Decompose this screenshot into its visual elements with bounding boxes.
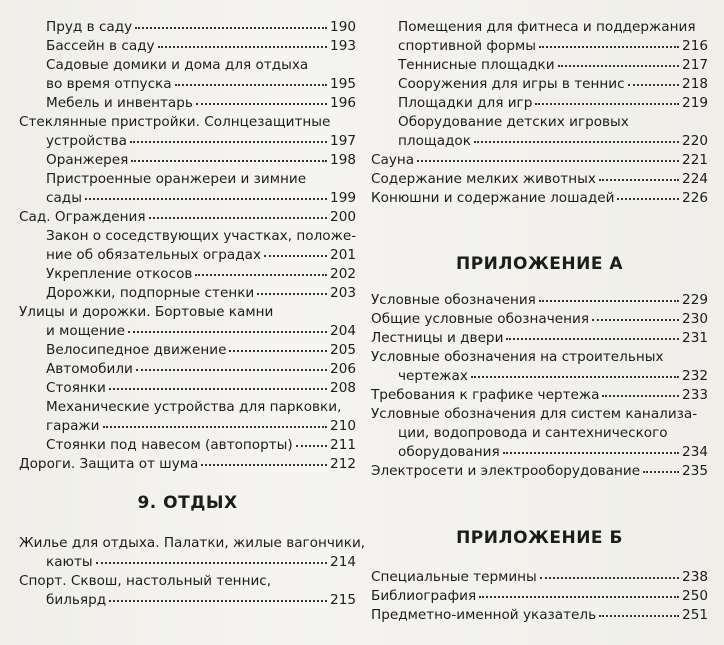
toc-page-number: 232	[682, 368, 708, 384]
toc-entry-title-line: Сад. Ограждения	[19, 209, 146, 225]
dot-leader	[535, 103, 679, 105]
toc-page-number: 231	[682, 330, 708, 346]
toc-page-number: 211	[330, 437, 356, 453]
dot-leader	[506, 338, 679, 340]
toc-entry-title-line: Электросети и электрооборудование	[371, 463, 641, 479]
dot-leader	[135, 27, 327, 29]
dot-leader	[109, 388, 327, 390]
dot-leader	[195, 274, 327, 276]
dot-leader	[602, 395, 679, 397]
toc-entry	[19, 265, 356, 284]
toc-page-number: 195	[330, 76, 356, 92]
dot-leader	[109, 600, 327, 602]
toc-page-number: 230	[682, 311, 708, 327]
toc-page-number: 193	[330, 38, 356, 54]
left-toc-list	[19, 18, 356, 474]
toc-entry-title-line: Условные обозначения на строительных	[371, 349, 664, 365]
toc-entry	[19, 227, 356, 265]
toc-page-number: 235	[682, 463, 708, 479]
toc-entry-title-line: Улицы и дорожки. Бортовые камни	[19, 304, 274, 320]
dot-leader	[617, 198, 679, 200]
toc-entry-title-line: и мощение	[46, 323, 125, 339]
toc-page-number: 215	[330, 592, 356, 608]
toc-entry	[19, 398, 356, 436]
dot-leader	[643, 471, 679, 473]
toc-entry-title-line: площадок	[398, 133, 471, 149]
toc-page-number: 216	[682, 38, 708, 54]
toc-entry-title-line: Пруд в саду	[46, 19, 133, 35]
toc-entry-title-line: Автомобили	[46, 361, 133, 377]
dot-leader	[149, 217, 327, 219]
dot-leader	[628, 84, 679, 86]
toc-page-number: 218	[682, 76, 708, 92]
toc-page-number: 238	[682, 569, 708, 585]
toc-page-number: 250	[682, 588, 708, 604]
toc-entry-title-line: оборудования	[398, 444, 500, 460]
dot-leader	[103, 426, 328, 428]
dot-leader	[196, 103, 327, 105]
toc-page-number: 217	[682, 57, 708, 73]
toc-entry-title-line: Жилье для отдыха. Палатки, жилые вагончики,	[19, 535, 366, 551]
toc-entry	[371, 189, 708, 208]
toc-page-number: 212	[330, 456, 356, 472]
toc-entry	[19, 360, 356, 379]
toc-entry	[19, 113, 356, 151]
toc-entry-title-line: Специальные термины	[371, 569, 537, 585]
section-9-heading: 9. ОТДЫХ	[137, 493, 238, 513]
right-toc-list	[371, 18, 708, 208]
toc-entry	[371, 113, 708, 151]
toc-entry	[19, 208, 356, 227]
toc-entry	[371, 291, 708, 310]
toc-entry	[19, 170, 356, 208]
dot-leader	[296, 445, 327, 447]
toc-entry	[371, 18, 708, 56]
appendix-b-heading: ПРИЛОЖЕНИЕ Б	[456, 528, 623, 548]
dot-leader	[471, 376, 679, 378]
toc-entry	[371, 94, 708, 113]
toc-entry-title-line: Механические устройства для парковки,	[46, 399, 342, 415]
toc-entry-title-line: Мебель и инвентарь	[46, 95, 193, 111]
toc-entry	[19, 37, 356, 56]
toc-page-number: 226	[682, 190, 708, 206]
toc-entry-title-line: Лестницы и двери	[371, 330, 504, 346]
toc-entry	[19, 436, 356, 455]
toc-page-number: 220	[682, 133, 708, 149]
toc-page-number: 199	[330, 190, 356, 206]
toc-page-number: 219	[682, 95, 708, 111]
dot-leader	[592, 319, 679, 321]
toc-entry	[19, 341, 356, 360]
toc-entry-title-line: Оранжерея	[46, 152, 129, 168]
appendix-a-toc-list	[371, 291, 708, 481]
toc-entry-title-line: Конюшни и содержание лошадей	[371, 190, 615, 206]
right-column	[371, 18, 708, 625]
toc-page-number: 205	[330, 342, 356, 358]
toc-entry	[19, 379, 356, 398]
dot-leader	[257, 293, 327, 295]
toc-page-number: 198	[330, 152, 356, 168]
dot-leader	[175, 84, 327, 86]
toc-entry-title-line: Сооружения для игры в теннис	[398, 76, 625, 92]
toc-entry-title-line: Бассейн в саду	[46, 38, 155, 54]
dot-leader	[130, 141, 327, 143]
toc-page-number: 234	[682, 444, 708, 460]
toc-entry	[371, 75, 708, 94]
toc-entry-title-line: Оборудование детских игровых	[398, 114, 629, 130]
toc-page-number: 206	[330, 361, 356, 377]
toc-page-number: 202	[330, 266, 356, 282]
toc-entry	[19, 303, 356, 341]
toc-entry	[19, 56, 356, 94]
toc-entry-title-line: Условные обозначения для систем канализа-	[371, 406, 698, 422]
dot-leader	[503, 452, 679, 454]
toc-entry-title-line: Спорт. Сквош, настольный теннис,	[19, 573, 272, 589]
toc-entry-title-line: Дорожки, подпорные стенки	[46, 285, 255, 301]
toc-entry-title-line: устройства	[46, 133, 127, 149]
toc-page-number: 251	[682, 607, 708, 623]
toc-page-number: 203	[330, 285, 356, 301]
dot-leader	[131, 160, 327, 162]
toc-entry-title-line: сады	[46, 190, 82, 206]
toc-entry-title-line: Велосипедное движение	[46, 342, 227, 358]
dot-leader	[264, 255, 327, 257]
toc-entry-title-line: гаражи	[46, 418, 100, 434]
toc-entry-title-line: Стеклянные пристройки. Солнцезащитные	[19, 114, 331, 130]
toc-entry-title-line: Дороги. Защита от шума	[19, 456, 199, 472]
toc-entry	[19, 284, 356, 303]
toc-entry	[19, 455, 356, 474]
toc-page-number: 190	[330, 19, 356, 35]
toc-entry	[19, 18, 356, 37]
toc-entry-title-line: Помещения для фитнеса и поддержания	[398, 19, 696, 35]
toc-page-number: 208	[330, 380, 356, 396]
dot-leader	[539, 46, 679, 48]
toc-entry	[371, 170, 708, 189]
toc-page-number: 233	[682, 387, 708, 403]
left-column	[19, 18, 366, 610]
toc-entry-title-line: Укрепление откосов	[46, 266, 193, 282]
toc-entry	[371, 386, 708, 405]
toc-page-number: 196	[330, 95, 356, 111]
dot-leader	[599, 179, 679, 181]
dot-leader	[128, 331, 327, 333]
dot-leader	[539, 300, 679, 302]
toc-entry	[371, 310, 708, 329]
toc-entry	[371, 568, 708, 587]
toc-entry	[19, 572, 356, 610]
dot-leader	[417, 160, 679, 162]
toc-entry-title-line: Площадки для игр	[398, 95, 533, 111]
dot-leader	[201, 464, 327, 466]
dot-leader	[479, 596, 679, 598]
toc-entry	[371, 329, 708, 348]
dot-leader	[474, 141, 679, 143]
toc-entry-title-line: Общие условные обозначения	[371, 311, 590, 327]
toc-page-number: 200	[330, 209, 356, 225]
appendix-a-heading: ПРИЛОЖЕНИЕ А	[455, 254, 624, 274]
toc-entry-title-line: во время отпуска	[46, 76, 172, 92]
toc-entry-title-line: Условные обозначения	[371, 292, 536, 308]
appendix-b-toc-list	[371, 568, 708, 625]
toc-entry-title-line: чертежах	[398, 368, 468, 384]
toc-page-number: 224	[682, 171, 708, 187]
toc-entry	[371, 151, 708, 170]
toc-entry-title-line: Теннисные площадки	[398, 57, 555, 73]
toc-entry-title-line: Закон о соседствующих участках, положе-	[46, 228, 357, 244]
toc-entry-title-line: ции, водопровода и сантехнического	[398, 425, 668, 441]
toc-entry-title-line: Садовые домики и дома для отдыха	[46, 57, 309, 73]
dot-leader	[599, 615, 679, 617]
section-9-toc-list	[19, 534, 366, 610]
dot-leader	[85, 198, 327, 200]
toc-entry	[371, 56, 708, 75]
dot-leader	[158, 46, 327, 48]
toc-entry-title-line: Стоянки под навесом (автопорты)	[46, 437, 293, 453]
toc-page-number: 210	[330, 418, 356, 434]
dot-leader	[229, 350, 327, 352]
dot-leader	[558, 65, 680, 67]
toc-entry	[19, 151, 356, 170]
toc-entry-title-line: Содержание мелких животных	[371, 171, 596, 187]
toc-page-number: 214	[330, 554, 356, 570]
toc-entry	[371, 587, 708, 606]
toc-entry-title-line: спортивной формы	[398, 38, 536, 54]
toc-page-number: 197	[330, 133, 356, 149]
toc-page-number: 201	[330, 247, 356, 263]
toc-entry	[371, 462, 708, 481]
toc-entry-title-line: каюты	[46, 554, 93, 570]
dot-leader	[540, 577, 679, 579]
toc-entry-title-line: Библиография	[371, 588, 477, 604]
dot-leader	[136, 369, 327, 371]
toc-entry-title-line: Сауна	[371, 152, 415, 168]
toc-entry-title-line: Пристроенные оранжереи и зимние	[46, 171, 307, 187]
toc-entry-title-line: бильярд	[46, 592, 107, 608]
toc-page-number: 221	[682, 152, 708, 168]
toc-page-number: 204	[330, 323, 356, 339]
dot-leader	[96, 562, 327, 564]
toc-entry	[371, 405, 708, 462]
toc-entry-title-line: ние об обязательных оградах	[46, 247, 262, 263]
toc-entry-title-line: Требования к графике чертежа	[371, 387, 600, 403]
toc-entry-title-line: Стоянки	[46, 380, 106, 396]
toc-entry	[371, 348, 708, 386]
toc-entry	[371, 606, 708, 625]
toc-page-number: 229	[682, 292, 708, 308]
toc-entry	[19, 94, 356, 113]
toc-entry	[19, 534, 366, 572]
toc-entry-title-line: Предметно-именной указатель	[371, 607, 597, 623]
